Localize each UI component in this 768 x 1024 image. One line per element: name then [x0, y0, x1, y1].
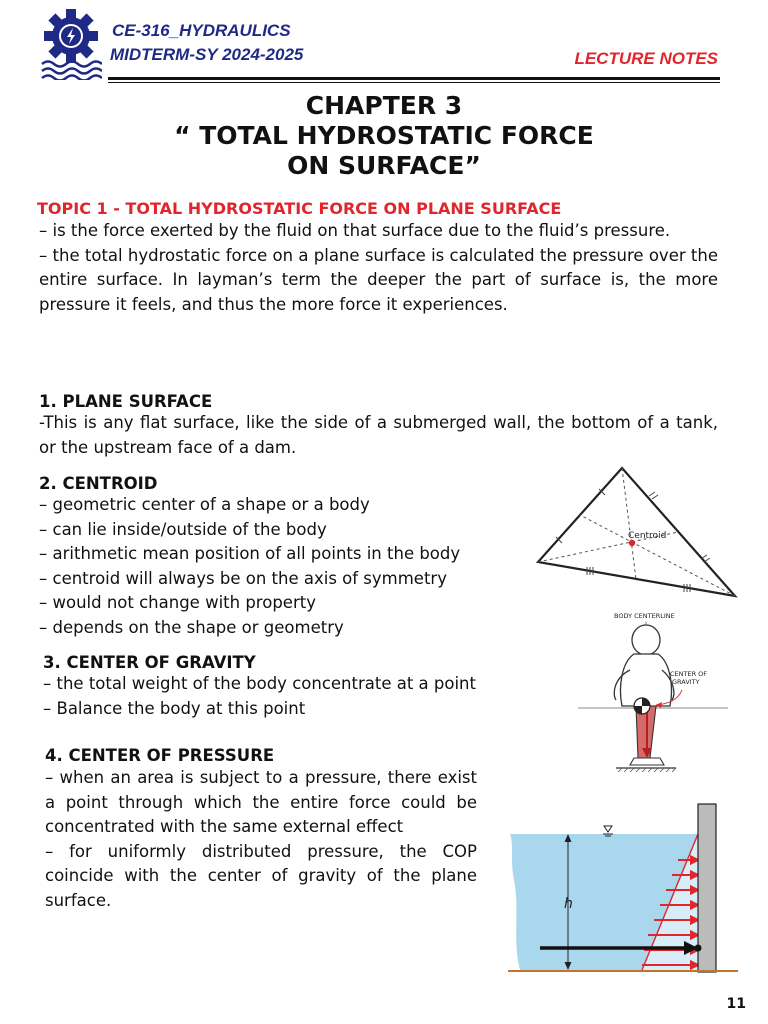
- pressure-paragraph-2: – for uniformly distributed pressure, the COP coincide with the center of gravity of the plane surface.: [45, 841, 477, 910]
- body-centerline-label: BODY CENTERLINE: [614, 612, 675, 620]
- depth-h-label: h: [564, 896, 573, 912]
- list-item: – would not change with property: [39, 593, 316, 612]
- center-of-pressure-heading: 4. CENTER OF PRESSURE: [45, 746, 275, 765]
- topic-heading: TOPIC 1 - TOTAL HYDROSTATIC FORCE ON PLANE SURFACE: [37, 199, 562, 218]
- header-rule: [108, 77, 720, 80]
- chapter-title-line2: ON SURFACE”: [287, 151, 481, 180]
- plane-surface-text: -This is any flat surface, like the side of a submerged wall, the bottom of a tank, or the upstream face of a dam.: [39, 413, 718, 457]
- lecture-notes-tag: LECTURE NOTES: [574, 49, 718, 68]
- topic-paragraph-2: – the total hydrostatic force on a plane surface is calculated the pressure over the entire surface. In layman’s term the deeper the part of surface is, the more pressure it feels, and thus the more force it experiences.: [39, 245, 718, 314]
- center-of-gravity-figure: [578, 608, 728, 778]
- pressure-paragraph-1: – when an area is subject to a pressure, there exist a point through which the entire force could be concentrated with the same external effect: [45, 768, 477, 836]
- list-item: – Balance the body at this point: [43, 698, 306, 718]
- center-of-gravity-label-1: CENTER OF: [670, 670, 708, 678]
- page-number: 11: [726, 996, 746, 1012]
- logo: [40, 8, 102, 80]
- chapter-number: CHAPTER 3: [305, 91, 463, 120]
- list-item: – arithmetic mean position of all points in the body: [39, 544, 461, 563]
- gear-logo-icon: [40, 8, 102, 80]
- plane-surface-heading: 1. PLANE SURFACE: [39, 392, 213, 411]
- pressure-body: [45, 766, 477, 913]
- center-of-gravity-label-2: GRAVITY: [672, 678, 700, 686]
- gravity-list: [43, 672, 476, 721]
- list-item: – can lie inside/outside of the body: [39, 519, 327, 539]
- centroid-label: Centroid: [628, 531, 667, 541]
- triangle-centroid-figure: [536, 466, 740, 600]
- list-item: – centroid will always be on the axis of symmetry: [39, 568, 447, 588]
- header-rule-thin: [108, 82, 720, 83]
- list-item: – the total weight of the body concentrate at a point: [43, 674, 476, 693]
- topic-body: [39, 219, 718, 317]
- centroid-heading: 2. CENTROID: [39, 474, 158, 493]
- centroid-list: [39, 493, 460, 640]
- course-title: CE-316_HYDRAULICS: [112, 21, 291, 40]
- topic-paragraph-1: – is the force exerted by the fluid on that surface due to the fluid’s pressure.: [39, 221, 671, 240]
- list-item: – geometric center of a shape or a body: [39, 495, 370, 514]
- center-of-gravity-heading: 3. CENTER OF GRAVITY: [43, 653, 256, 672]
- term-title: MIDTERM-SY 2024-2025: [110, 45, 304, 64]
- chapter-title-line1: “ TOTAL HYDROSTATIC FORCE: [174, 121, 594, 150]
- center-of-pressure-figure: [508, 800, 738, 976]
- list-item: – depends on the shape or geometry: [39, 617, 344, 637]
